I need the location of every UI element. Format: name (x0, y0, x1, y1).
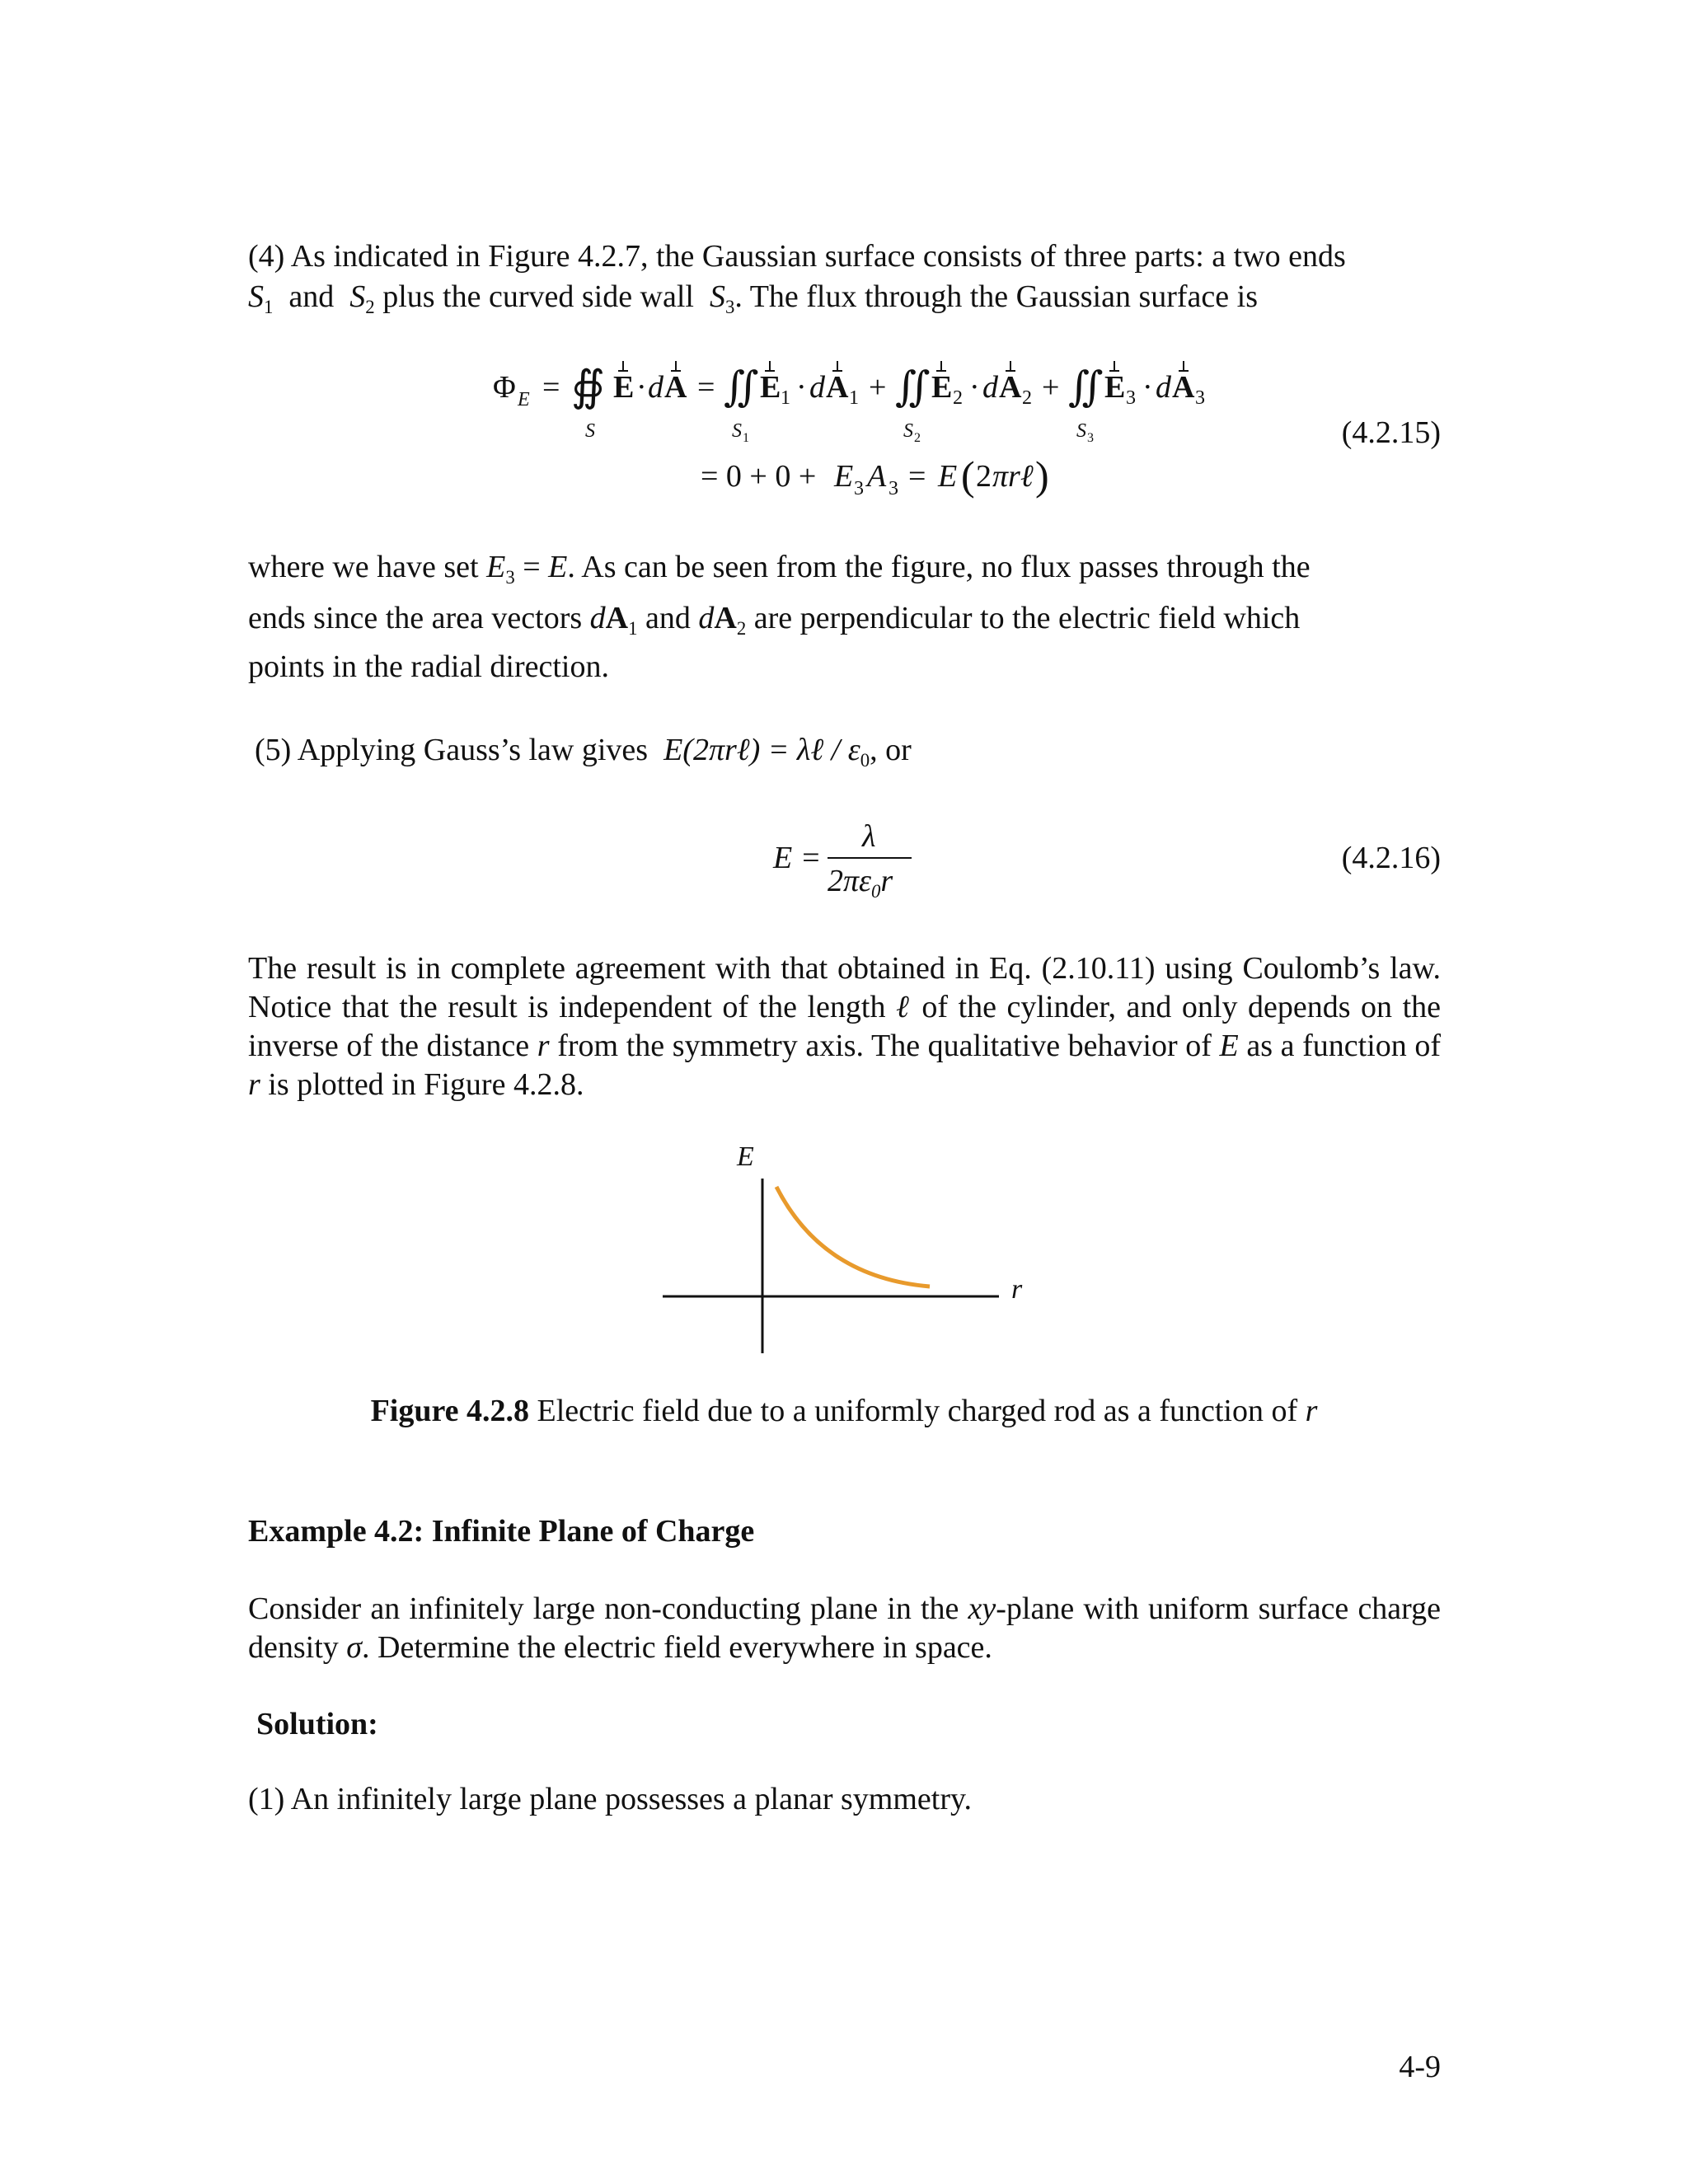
page-number: 4-9 (1399, 2050, 1441, 2084)
field-equation-denominator: $2\pi\varepsilon_0r$ (828, 864, 893, 902)
svg-text:·: · (969, 370, 980, 405)
svg-text:+: + (1042, 370, 1060, 405)
svg-text:·: · (1142, 370, 1153, 405)
svg-text:E: E (613, 370, 635, 405)
svg-text:S: S (903, 420, 913, 442)
svg-text:E: E (760, 370, 781, 405)
solution-heading: Solution: (256, 1707, 378, 1741)
field-equation-lhs: E = (773, 841, 822, 875)
result-paragraph: The result is in complete agreement with that obtained in Eq. (2.10.11) using Coulomb’s law. Notice that the result is independent of the length ℓ of the cylinder, and only depends on the inverse of the distance r from the symmetry axis. The qualitative behavior of E as a function of r is plotted in Figure 4.2.8. (248, 951, 1442, 1102)
field-equation-numerator: λ (862, 819, 876, 854)
svg-text:=: = (908, 459, 926, 494)
svg-text:S: S (732, 420, 742, 442)
svg-text:(: ( (961, 452, 975, 499)
svg-text:A: A (867, 459, 887, 494)
svg-text:A: A (826, 370, 849, 405)
where-line3: points in the radial direction. (248, 649, 609, 684)
svg-text:d: d (982, 370, 998, 405)
x-axis-label: r (1011, 1274, 1023, 1305)
figure-caption: Figure 4.2.8 Electric field due to a uniformly charged rod as a function of r (370, 1394, 1318, 1428)
svg-text:Φ: Φ (493, 370, 516, 405)
where-line1: where we have set $E_3 = E$. As can be seen from the figure, no flux passes through the (248, 550, 1311, 588)
fraction-bar (828, 857, 912, 859)
step4-line1: (4) As indicated in Figure 4.2.7, the Gaussian surface consists of three parts: a two ends (248, 239, 1346, 274)
step5-line: (5) Applying Gauss’s law gives E(2πrℓ) = λℓ / $\varepsilon_0$, or (255, 733, 912, 771)
svg-text:A: A (999, 370, 1022, 405)
svg-text:S: S (585, 420, 595, 442)
example-heading: Example 4.2: Infinite Plane of Charge (248, 1514, 755, 1549)
example-paragraph: Consider an infinitely large non-conducting plane in the xy-plane with uniform surface charge density σ. Determine the electric field everywhere in space. (248, 1591, 1442, 1665)
svg-text:3: 3 (854, 478, 864, 499)
svg-text:E: E (518, 389, 530, 410)
field-vs-distance-figure (0, 1133, 1688, 1364)
svg-text:3: 3 (1126, 387, 1136, 409)
svg-text:∬: ∬ (724, 363, 759, 410)
svg-text:E: E (834, 459, 854, 494)
step4-line2: $S_1$ and $S_2$ plus the curved side wall $S_3$. The flux through the Gaussian surface is (248, 279, 1258, 317)
equation-number-4-2-16: (4.2.16) (1341, 841, 1441, 875)
svg-text:·: · (636, 370, 647, 405)
svg-text:1: 1 (743, 431, 749, 445)
svg-text:πrℓ: πrℓ (992, 459, 1034, 494)
svg-text:=: = (697, 370, 715, 405)
svg-text:E: E (1104, 370, 1126, 405)
svg-text:3: 3 (889, 478, 898, 499)
svg-text:d: d (809, 370, 825, 405)
svg-text:E: E (931, 370, 953, 405)
svg-text:∯: ∯ (571, 363, 606, 410)
svg-text:2: 2 (953, 387, 963, 409)
svg-text:∬: ∬ (1068, 363, 1104, 410)
svg-text:= 0 + 0 +: = 0 + 0 + (701, 459, 817, 494)
svg-text:E: E (938, 459, 958, 494)
svg-text:1: 1 (849, 387, 859, 409)
svg-text:S: S (1076, 420, 1086, 442)
svg-text:+: + (869, 370, 887, 405)
y-axis-label: E (737, 1141, 754, 1172)
field-curve (776, 1187, 930, 1286)
svg-text:A: A (664, 370, 687, 405)
svg-text:d: d (1156, 370, 1171, 405)
equation-number-4-2-15: (4.2.15) (1341, 415, 1441, 450)
svg-text:2: 2 (914, 431, 921, 445)
svg-text:=: = (542, 370, 560, 405)
solution-step1: (1) An infinitely large plane possesses a planar symmetry. (248, 1782, 973, 1816)
svg-text:3: 3 (1195, 387, 1205, 409)
svg-text:A: A (1172, 370, 1195, 405)
svg-text:2: 2 (976, 459, 992, 494)
svg-text:): ) (1035, 452, 1049, 499)
svg-text:1: 1 (781, 387, 790, 409)
svg-text:d: d (648, 370, 663, 405)
svg-text:3: 3 (1087, 431, 1094, 445)
svg-text:·: · (796, 370, 807, 405)
where-line2: ends since the area vectors $dA_1$ and $dA_2$ are perpendicular to the electric field which (248, 601, 1301, 639)
svg-text:∬: ∬ (895, 363, 931, 410)
svg-text:2: 2 (1022, 387, 1032, 409)
